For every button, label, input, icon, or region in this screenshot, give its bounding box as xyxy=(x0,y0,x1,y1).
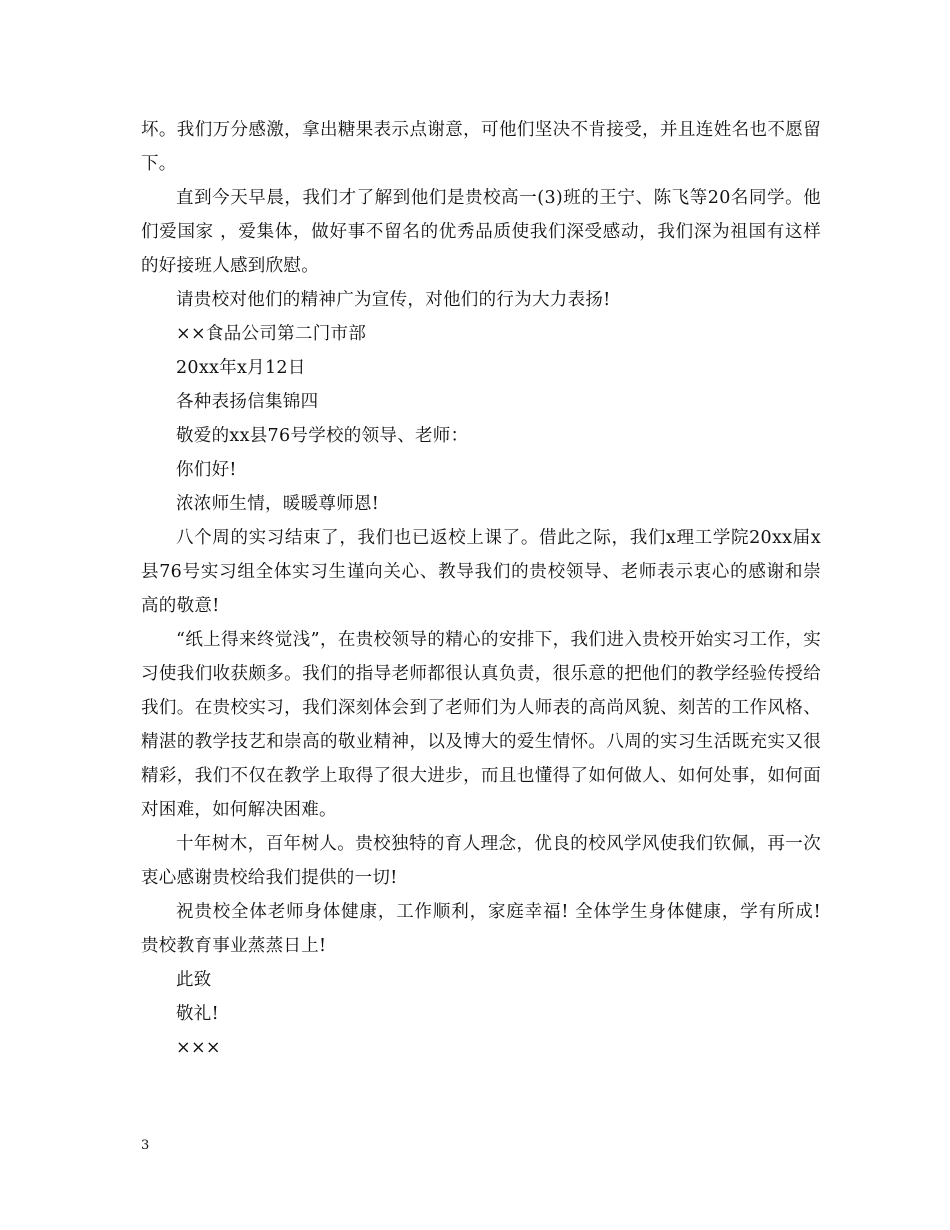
paragraph: 请贵校对他们的精神广为宣传，对他们的行为大力表扬! xyxy=(176,290,611,310)
salutation: 敬爱的xx县76号学校的领导、老师： xyxy=(176,426,469,446)
paragraph: “纸上得来终觉浅”，在贵校领导的精心的安排下，我们进入贵校开始实习工作，实习使我们收获颇多。我们的指导老师都很认真负责，很乐意的把他们的教学经验传授给我们。在贵校实习，我们深刻体会到了老师们为人师表的高尚风貌、刻苦的工作风格、精湛的教学技艺和崇高的敬业精神，以及博大的爱生情怀。八周的实习生活既充实又很精彩，我们不仅在教学上取得了很大进步，而且也懂得了如何做人、如何处事，如何面对困难，如何解决困难。 xyxy=(141,630,821,820)
paragraph: 十年树木，百年树人。贵校独特的育人理念，优良的校风学风使我们钦佩，再一次衷心感谢贵校给我们提供的一切! xyxy=(141,834,821,888)
paragraph: 祝贵校全体老师身体健康，工作顺利，家庭幸福! 全体学生身体健康，学有所成! 贵校教育事业蒸蒸日上! xyxy=(141,902,821,956)
closing-line: 此致 xyxy=(176,970,212,990)
paragraph: 八个周的实习结束了，我们也已返校上课了。借此之际，我们x理工学院20xx届x县76号实习组全体实习生谨向关心、教导我们的贵校领导、老师表示衷心的感谢和崇高的敬意! xyxy=(141,528,821,616)
section-heading: 各种表扬信集锦四 xyxy=(176,392,319,412)
greeting: 你们好! xyxy=(176,460,237,480)
paragraph: 直到今天早晨，我们才了解到他们是贵校高一(3)班的王宁、陈飞等20名同学。他们爱国家 ，爱集体，做好事不留名的优秀品质使我们深受感动，我们深为祖国有这样的好接班人感到欣慰。 xyxy=(141,188,821,276)
date-line: 20xx年x月12日 xyxy=(176,358,306,378)
closing-line: 敬礼! xyxy=(176,1004,219,1024)
paragraph: 浓浓师生情，暖暖尊师恩! xyxy=(176,494,380,514)
signature-line: ××× xyxy=(176,1038,221,1058)
letter-body xyxy=(141,113,821,1065)
page-number: 3 xyxy=(141,1138,150,1153)
signature-line: ××食品公司第二门市部 xyxy=(176,324,367,344)
paragraph-continuation: 坏。我们万分感激，拿出糖果表示点谢意，可他们坚决不肯接受，并且连姓名也不愿留下。 xyxy=(141,120,821,174)
